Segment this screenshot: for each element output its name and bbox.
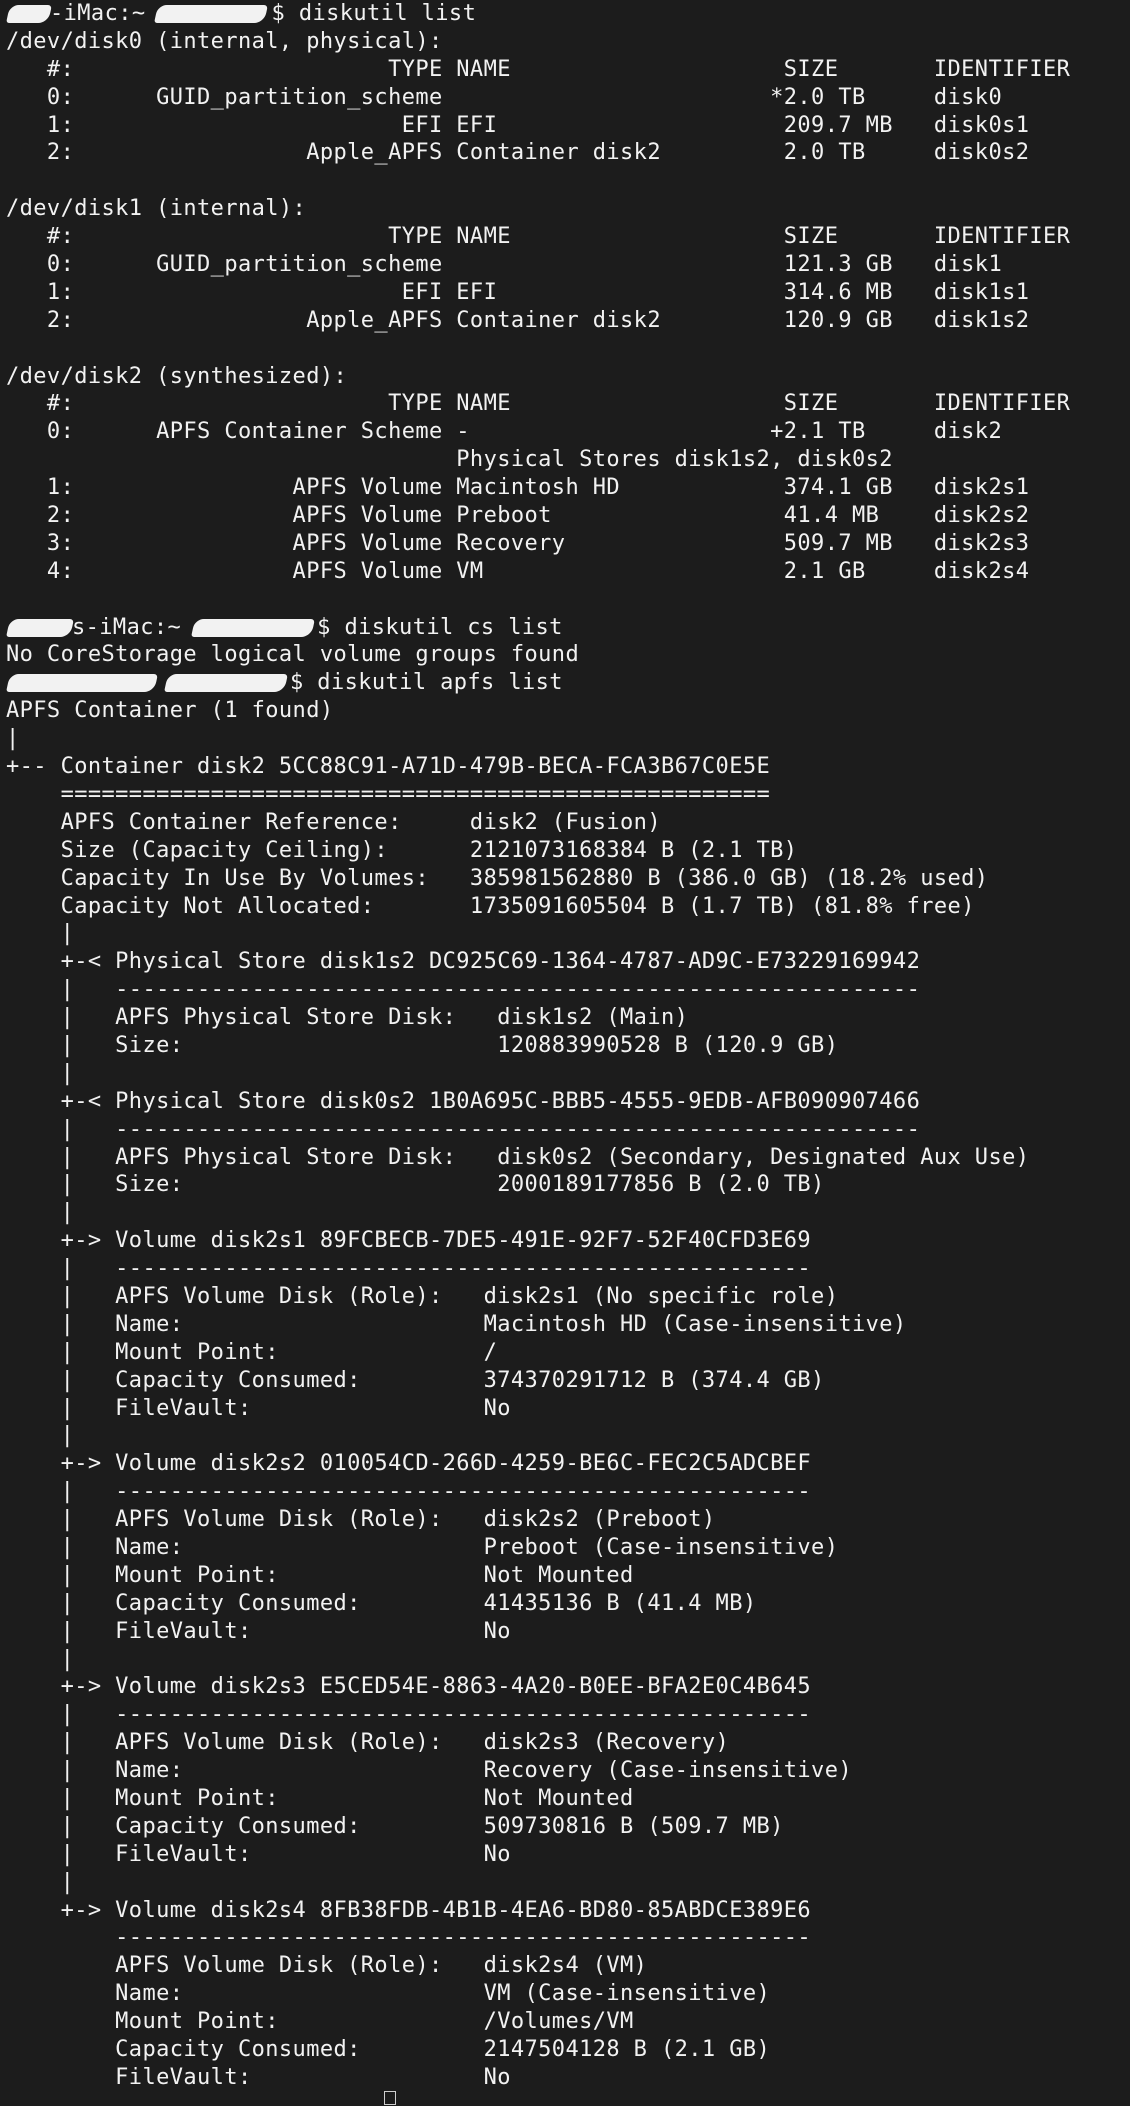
output-line: 2: APFS Volume Preboot 41.4 MB disk2s2 xyxy=(6,503,1030,529)
output-line: | APFS Physical Store Disk: disk1s2 (Main) xyxy=(6,1005,689,1031)
output-line: FileVault: No xyxy=(6,2064,511,2090)
output-line: | --------------------------------------------------- xyxy=(6,1479,812,1505)
prompt-command: diskutil apfs list xyxy=(317,670,563,696)
terminal-output xyxy=(6,28,1126,2092)
output-line: +-> Volume disk2s3 E5CED54E-8863-4A20-B0EE-BFA2E0C4B645 xyxy=(6,1674,812,1700)
output-line: +-> Volume disk2s1 89FCBECB-7DE5-491E-92F7-52F40CFD3E69 xyxy=(6,1228,812,1254)
output-line: | xyxy=(6,1200,75,1226)
output-line: 3: APFS Volume Recovery 509.7 MB disk2s3 xyxy=(6,530,1030,556)
prompt-command: diskutil list xyxy=(298,1,477,26)
output-line: Mount Point: /Volumes/VM xyxy=(6,2009,634,2035)
output-line: | xyxy=(6,726,20,752)
output-line: 0: GUID_partition_scheme 121.3 GB disk1 xyxy=(6,252,1003,278)
output-line: +-> Volume disk2s2 010054CD-266D-4259-BE6C-FEC2C5ADCBEF xyxy=(6,1451,812,1477)
output-line: 4: APFS Volume VM 2.1 GB disk2s4 xyxy=(6,558,1030,584)
output-line: 2: Apple_APFS Container disk2 120.9 GB disk1s2 xyxy=(6,307,1030,333)
output-line: 1: EFI EFI 209.7 MB disk0s1 xyxy=(6,112,1030,138)
output-line: ==================================================== xyxy=(6,781,771,807)
output-line: | APFS Volume Disk (Role): disk2s1 (No specific role) xyxy=(6,1283,839,1309)
output-line: No CoreStorage logical volume groups found xyxy=(6,642,580,668)
output-line: | xyxy=(6,1423,75,1449)
output-line: 0: APFS Container Scheme - +2.1 TB disk2 xyxy=(6,419,1003,445)
redacted-path xyxy=(164,674,288,692)
output-line: Capacity In Use By Volumes: 385981562880 B (386.0 GB) (18.2% used) xyxy=(6,865,989,891)
output-line: Name: VM (Case-insensitive) xyxy=(6,1981,771,2007)
prompt-host: s-iMac:~ xyxy=(72,614,182,640)
output-line: 1: EFI EFI 314.6 MB disk1s1 xyxy=(6,279,1030,305)
redacted-user xyxy=(6,674,158,692)
prompt-symbol: $ xyxy=(271,1,299,26)
output-line: /dev/disk2 (synthesized): xyxy=(6,363,348,389)
output-line: | APFS Physical Store Disk: disk0s2 (Secondary, Designated Aux Use) xyxy=(6,1144,1030,1170)
output-line: | --------------------------------------------------- xyxy=(6,1256,812,1282)
output-line: --------------------------------------------------- xyxy=(6,1925,812,1951)
output-line: +-- Container disk2 5CC88C91-A71D-479B-BECA-FCA3B67C0E5E xyxy=(6,754,771,780)
output-line: Size (Capacity Ceiling): 2121073168384 B (2.1 TB) xyxy=(6,837,798,863)
output-line: | Size: 120883990528 B (120.9 GB) xyxy=(6,1032,839,1058)
output-line: 2: Apple_APFS Container disk2 2.0 TB disk0s2 xyxy=(6,140,1030,166)
redacted-path xyxy=(154,5,268,23)
output-line: | Mount Point: / xyxy=(6,1339,498,1365)
output-line: | xyxy=(6,1646,75,1672)
output-line: APFS Container Reference: disk2 (Fusion) xyxy=(6,809,661,835)
output-line: | xyxy=(6,1060,75,1086)
output-line: | xyxy=(6,1869,75,1895)
text-cursor xyxy=(384,2091,396,2105)
output-line: | Name: Macintosh HD (Case-insensitive) xyxy=(6,1311,907,1337)
output-line: | FileVault: No xyxy=(6,1395,511,1421)
output-line xyxy=(6,167,1126,195)
prompt-host: -iMac:~ xyxy=(50,1,146,26)
output-line: | xyxy=(6,921,75,947)
prompt-line xyxy=(6,669,1126,697)
output-line xyxy=(6,586,1126,614)
output-line: APFS Volume Disk (Role): disk2s4 (VM) xyxy=(6,1953,648,1979)
output-line: Capacity Consumed: 2147504128 B (2.1 GB) xyxy=(6,2037,771,2063)
prompt-symbol: $ xyxy=(317,614,345,640)
output-line: | ----------------------------------------------------------- xyxy=(6,977,921,1003)
redacted-user xyxy=(6,5,52,23)
output-line: #: TYPE NAME SIZE IDENTIFIER xyxy=(6,56,1071,82)
output-line: | APFS Volume Disk (Role): disk2s2 (Preboot) xyxy=(6,1507,716,1533)
prompt-line xyxy=(6,0,1126,28)
output-line: /dev/disk0 (internal, physical): xyxy=(6,28,443,54)
output-line: | FileVault: No xyxy=(6,1841,511,1867)
output-line: | Size: 2000189177856 B (2.0 TB) xyxy=(6,1172,825,1198)
output-line: +-> Volume disk2s4 8FB38FDB-4B1B-4EA6-BD80-85ABDCE389E6 xyxy=(6,1897,812,1923)
output-line: | --------------------------------------------------- xyxy=(6,1702,812,1728)
output-line: | Capacity Consumed: 374370291712 B (374.4 GB) xyxy=(6,1367,825,1393)
output-line: APFS Container (1 found) xyxy=(6,698,334,724)
prompt-line xyxy=(6,614,1126,642)
output-line: | ----------------------------------------------------------- xyxy=(6,1116,921,1142)
prompt-symbol: $ xyxy=(290,670,318,696)
output-line: +-< Physical Store disk0s2 1B0A695C-BBB5-4555-9EDB-AFB090907466 xyxy=(6,1088,921,1114)
output-line: Capacity Not Allocated: 1735091605504 B (1.7 TB) (81.8% free) xyxy=(6,893,975,919)
output-line xyxy=(6,335,1126,363)
output-line: | Capacity Consumed: 509730816 B (509.7 MB) xyxy=(6,1813,784,1839)
output-line: +-< Physical Store disk1s2 DC925C69-1364-4787-AD9C-E73229169942 xyxy=(6,949,921,975)
output-line: | Name: Preboot (Case-insensitive) xyxy=(6,1534,839,1560)
output-line: | Mount Point: Not Mounted xyxy=(6,1786,634,1811)
output-line: | Name: Recovery (Case-insensitive) xyxy=(6,1758,852,1784)
redacted-user xyxy=(6,619,74,637)
output-line: Physical Stores disk1s2, disk0s2 xyxy=(6,447,893,473)
output-line: | FileVault: No xyxy=(6,1618,511,1644)
output-line: #: TYPE NAME SIZE IDENTIFIER xyxy=(6,391,1071,417)
output-line: | Capacity Consumed: 41435136 B (41.4 MB) xyxy=(6,1590,757,1616)
output-line: /dev/disk1 (internal): xyxy=(6,196,307,222)
redacted-path xyxy=(191,619,315,637)
output-line: | Mount Point: Not Mounted xyxy=(6,1562,634,1588)
output-line: 0: GUID_partition_scheme *2.0 TB disk0 xyxy=(6,84,1003,110)
prompt-command: diskutil cs list xyxy=(344,614,563,640)
output-line: #: TYPE NAME SIZE IDENTIFIER xyxy=(6,224,1071,250)
output-line: 1: APFS Volume Macintosh HD 374.1 GB disk2s1 xyxy=(6,475,1030,501)
output-line: | APFS Volume Disk (Role): disk2s3 (Recovery) xyxy=(6,1730,730,1756)
